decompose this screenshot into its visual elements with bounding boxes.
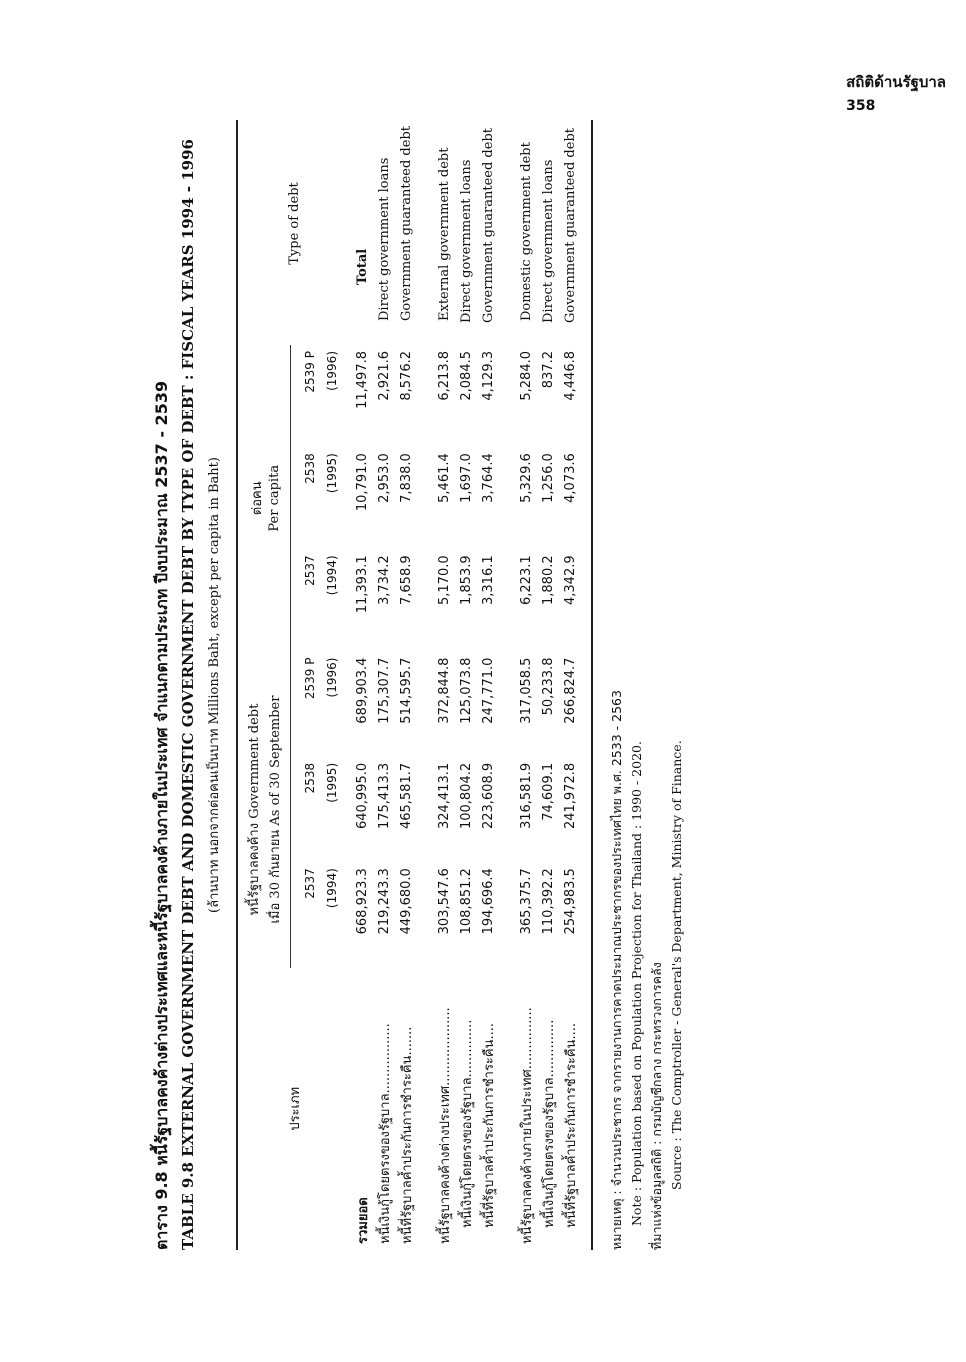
row-label-thai: หนี้ที่รัฐบาลค้ำประกันการชำระคืน.......: [399, 1026, 415, 1244]
row-label-english: Direct government loans: [458, 159, 474, 323]
cell-value: 219,243.3: [376, 868, 392, 935]
page-number: 358: [846, 98, 876, 114]
cell-value: 241,972.8: [562, 762, 578, 830]
row-label-thai: หนี้เงินกู้โดยตรงของรัฐบาล..............: [459, 1019, 475, 1228]
row-label-english: Direct government loans: [540, 159, 556, 323]
year-header: [291, 549, 352, 651]
cell-value: 6,213.8: [436, 351, 452, 401]
cell-value: 50,233.8: [540, 657, 556, 716]
table-row: [537, 120, 559, 1250]
cell-value: 303,547.6: [436, 868, 452, 935]
cell-value: 11,393.1: [354, 555, 370, 614]
year-header: [291, 345, 352, 447]
unit-note: (ล้านบาท นอกจากต่อคนเป็นบาท Millions Baht, except per capita in Baht): [207, 457, 222, 913]
cell-value: 1,697.0: [458, 453, 474, 503]
row-label-thai: หนี้รัฐบาลคงค้างภายในประเทศ...............: [519, 1007, 535, 1244]
cell-value: 668,923.3: [354, 868, 370, 935]
cell-value: 7,838.0: [398, 453, 414, 503]
cell-value: 1,880.2: [540, 555, 556, 605]
row-label-english: Government guaranteed debt: [480, 128, 496, 323]
row-label-english: Government guaranteed debt: [398, 126, 414, 321]
column-group-per-capita: [238, 345, 291, 652]
column-group-government-debt: [238, 652, 291, 968]
row-label-thai: รวมยอด: [355, 1197, 371, 1244]
cell-value: 514,595.7: [398, 657, 414, 724]
table-row: [351, 120, 373, 1250]
cell-value: 5,461.4: [436, 453, 452, 503]
year-ad: (1994): [325, 555, 339, 596]
cell-value: 7,658.9: [398, 555, 414, 605]
year-be: 2538: [303, 762, 317, 794]
year-ad: (1996): [325, 657, 339, 698]
cell-value: 4,342.9: [562, 555, 578, 605]
cell-value: 5,170.0: [436, 555, 452, 605]
cell-value: 100,804.2: [458, 762, 474, 830]
cell-value: 3,764.4: [480, 453, 496, 503]
cell-value: 3,316.1: [480, 555, 496, 605]
cell-value: 266,824.7: [562, 657, 578, 724]
year-ad: (1994): [325, 868, 339, 909]
cell-value: 372,844.8: [436, 657, 452, 724]
cell-value: 254,983.5: [562, 868, 578, 935]
cell-value: 194,696.4: [480, 868, 496, 935]
row-label-english: Direct government loans: [376, 157, 392, 321]
cell-value: 6,223.1: [518, 555, 534, 605]
year-be: 2537: [303, 555, 317, 586]
cell-value: 1,853.9: [458, 555, 474, 605]
cell-value: 125,073.8: [458, 657, 474, 724]
row-label-thai: หนี้ที่รัฐบาลค้ำประกันการชำระคืน....: [563, 1022, 579, 1228]
table-row: [433, 120, 455, 1250]
cell-value: 5,329.6: [518, 453, 534, 503]
cell-value: 2,921.6: [376, 351, 392, 401]
year-be: 2538: [303, 453, 317, 484]
note-english: Note : Population based on Population Projection for Thailand : 1990 - 2020.: [629, 741, 644, 1226]
table-bottom-rule: [591, 120, 593, 1250]
cell-value: 2,084.5: [458, 351, 474, 401]
column-header-type-th: ประเภท: [288, 1086, 303, 1131]
cell-value: 110,392.2: [540, 868, 556, 935]
year-header: [291, 447, 352, 549]
cell-value: 74,609.1: [540, 762, 556, 821]
year-ad: (1995): [325, 453, 339, 494]
cell-value: 2,953.0: [376, 453, 392, 503]
cell-value: 317,058.5: [518, 657, 534, 724]
cell-value: 223,608.9: [480, 762, 496, 830]
table-row: [373, 120, 395, 1250]
cell-value: 1,256.0: [540, 453, 556, 503]
row-label-thai: หนี้ที่รัฐบาลค้ำประกันการชำระคืน....: [481, 1022, 497, 1228]
cell-value: 108,851.2: [458, 868, 474, 935]
column-header-type-en: Type of debt: [287, 182, 302, 265]
row-label-thai: หนี้เงินกู้โดยตรงของรัฐบาล..............: [541, 1019, 557, 1228]
notes: [607, 120, 687, 1250]
year-ad: (1996): [325, 351, 339, 391]
cell-value: 837.2: [540, 351, 556, 389]
cell-value: 365,375.7: [518, 868, 534, 935]
cell-value: 465,581.7: [398, 762, 414, 830]
year-header: [291, 652, 352, 757]
row-label-english: Government guaranteed debt: [562, 128, 578, 323]
page-header: [846, 70, 946, 114]
table-row: [395, 120, 417, 1250]
table-row: [455, 120, 477, 1250]
cell-value: 175,413.3: [376, 762, 392, 830]
title-thai: ตาราง 9.8 หนี้รัฐบาลคงค้างต่างประเทศและหนี้รัฐบาลคงค้างภายในประเทศ จำแนกตามประเภท ปีงบประมาณ 2537 - 2539: [152, 380, 171, 1250]
cell-value: 175,307.7: [376, 657, 392, 724]
cell-value: 8,576.2: [398, 351, 414, 401]
group1-en: เมื่อ 30 กันยายน As of 30 September: [268, 695, 283, 924]
cell-value: 689,903.4: [354, 657, 370, 724]
row-spacer: [417, 120, 433, 1250]
year-ad: (1995): [325, 762, 339, 803]
cell-value: 4,129.3: [480, 351, 496, 401]
source-english: Source : The Comptroller - General's Department, Ministry of Finance.: [669, 740, 684, 1190]
cell-value: 4,073.6: [562, 453, 578, 503]
table-row: [515, 120, 537, 1250]
cell-value: 11,497.8: [354, 351, 370, 409]
year-be: 2539 P: [303, 351, 317, 393]
cell-value: 5,284.0: [518, 351, 534, 401]
table-row: [477, 120, 499, 1250]
group1-th: หนี้รัฐบาลคงค้าง Government debt: [247, 703, 262, 916]
section-name: สถิติด้านรัฐบาล: [846, 73, 946, 91]
cell-value: 316,581.9: [518, 762, 534, 830]
cell-value: 449,680.0: [398, 868, 414, 935]
row-label-thai: หนี้เงินกู้โดยตรงของรัฐบาล.................: [377, 1023, 393, 1244]
group2-en: Per capita: [267, 464, 282, 532]
year-header: [291, 757, 352, 862]
title-english: TABLE 9.8 EXTERNAL GOVERNMENT DEBT AND DOMESTIC GOVERNMENT DEBT BY TYPE OF DEBT : FISCAL YEARS 1994 - 1996: [179, 139, 197, 1250]
year-be: 2539 P: [303, 657, 317, 700]
cell-value: 640,995.0: [354, 762, 370, 830]
row-spacer: [499, 120, 515, 1250]
source-thai: ที่มาแห่งข้อมูลสถิติ : กรมบัญชีกลาง กระทรวงการคลัง: [649, 962, 664, 1250]
row-label-english: Domestic government debt: [518, 142, 534, 321]
table-row: [559, 120, 581, 1250]
cell-value: 3,734.2: [376, 555, 392, 605]
group2-th: ต่อคน: [250, 481, 265, 516]
debt-table: [238, 120, 581, 1250]
note-thai: หมายเหตุ : จำนวนประชากร จากรายงานการคาดประมาณประชากรของประเทศไทย พ.ศ. 2533 - 2563: [609, 690, 624, 1250]
cell-value: 324,413.1: [436, 762, 452, 830]
row-label-thai: หนี้รัฐบาลคงค้างต่างประเทศ...................: [437, 1007, 453, 1244]
cell-value: 247,771.0: [480, 657, 496, 724]
cell-value: 10,791.0: [354, 453, 370, 512]
rotated-table-page: [150, 120, 684, 1250]
row-label-english: External government debt: [436, 147, 452, 321]
year-header: [291, 862, 352, 967]
year-be: 2537: [303, 868, 317, 899]
cell-value: 4,446.8: [562, 351, 578, 401]
row-label-english: Total: [354, 248, 370, 285]
